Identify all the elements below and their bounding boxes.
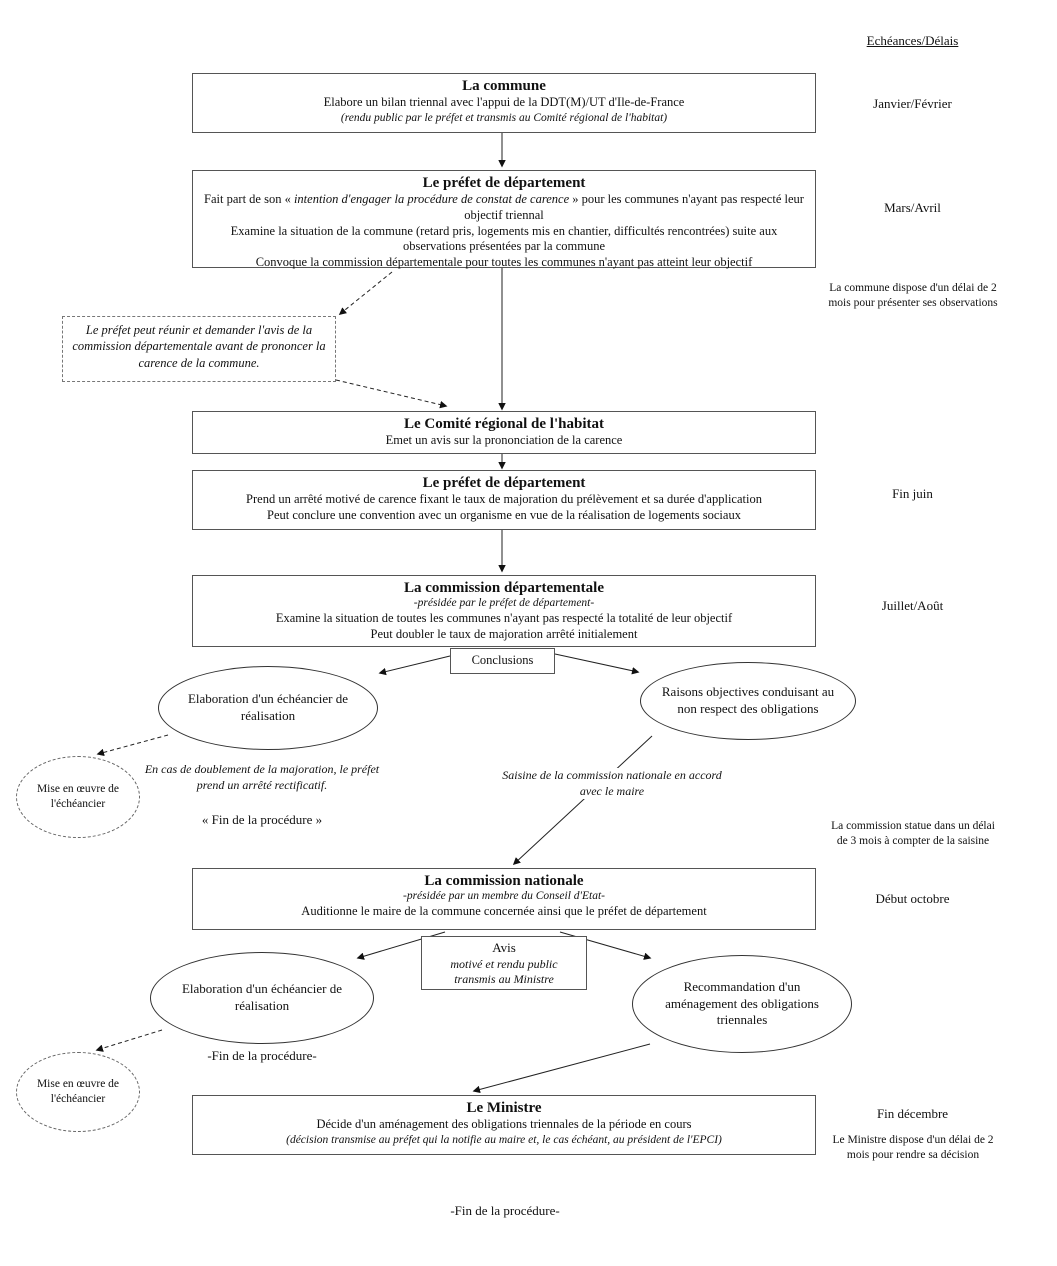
box-prefet-departement-2 <box>192 470 816 530</box>
box-commission-dep-title: La commission départementale <box>404 580 604 596</box>
note-doublement-majoration: En cas de doublement de la majoration, le préfet prend un arrêté rectificatif. <box>144 762 380 792</box>
box-avis-title: Avis <box>492 940 516 955</box>
ellipse-recommandation-label: Recommandation d'un aménagement des obligations triennales <box>665 978 819 1028</box>
box-ministre-note: (décision transmise au préfet qui la notifie au maire et, le cas échéant, au président de l'EPCI) <box>286 1133 722 1146</box>
ellipse-recommandation <box>632 955 852 1053</box>
box-prefet2-title: Le préfet de département <box>422 475 586 491</box>
note-prefet-peut-reunir-text: Le préfet peut réunir et demander l'avis de la commission départementale avant de prononcer la carence de la commune. <box>72 323 326 370</box>
box-avis <box>421 936 587 990</box>
arrow-raisons-to-commission-nat <box>514 736 652 864</box>
box-commission-nat-subtitle: -présidée par un membre du Conseil d'Etat- <box>403 890 605 902</box>
box-ministre-title: Le Ministre <box>466 1100 542 1116</box>
prefet1-line1-pre: Fait part de son « <box>204 192 294 206</box>
prefet1-line1-post: » pour les communes n'ayant pas respecté leur objectif triennal <box>464 192 804 222</box>
ellipse-echeancier-2 <box>150 952 374 1044</box>
dashed-arrow-to-prefet-note <box>340 272 392 314</box>
ellipse-raisons-objectives <box>640 662 856 740</box>
deadline-janvier-fevrier: Janvier/Février <box>873 96 952 111</box>
box-commission-dep-line1: Examine la situation de toutes les communes n'ayant pas respecté la totalité de leur objectif <box>275 610 733 625</box>
box-comite-regional <box>192 411 816 454</box>
box-prefet2-line2: Peut conclure une convention avec un organisme en vue de la réalisation de logements sociaux <box>267 507 741 522</box>
box-la-commune <box>192 73 816 133</box>
box-prefet1-title: Le préfet de département <box>422 175 586 191</box>
box-prefet-departement-1 <box>192 170 816 268</box>
box-commission-dep-subtitle: -présidée par le préfet de département- <box>413 597 595 609</box>
ellipse-mise-en-oeuvre-2 <box>16 1052 140 1132</box>
deadline-mars-avril: Mars/Avril <box>884 200 941 215</box>
note-fin-procedure-3: -Fin de la procédure- <box>450 1203 560 1218</box>
box-la-commune-body: Elabore un bilan triennal avec l'appui de la DDT(M)/UT d'Ile-de-France <box>323 95 685 109</box>
ellipse-echeancier-1 <box>158 666 378 750</box>
box-conclusions-label: Conclusions <box>471 653 534 667</box>
ellipse-mise-en-oeuvre-1 <box>16 756 140 838</box>
deadlines-column-title: Echéances/Délais <box>866 33 959 48</box>
dashed-arrow-note-to-comite <box>336 380 446 406</box>
box-ministre-line1: Décide d'un aménagement des obligations triennales de la période en cours <box>316 1117 692 1131</box>
dashed-arrow-echeancier1-to-mise1 <box>98 735 168 754</box>
box-prefet1-line2: Examine la situation de la commune (retard pris, logements mis en chantier, difficultés rencontrées) suite aux observations présentées par la commune <box>230 223 778 254</box>
box-la-commune-note: (rendu public par le préfet et transmis au Comité régional de l'habitat) <box>340 111 668 124</box>
deadline-fin-juin: Fin juin <box>892 486 933 501</box>
box-la-commune-title: La commune <box>462 78 546 94</box>
deadline-debut-octobre: Début octobre <box>875 891 950 906</box>
box-le-ministre <box>192 1095 816 1155</box>
prefet1-line1-italic: intention d'engager la procédure de constat de carence <box>293 192 570 206</box>
note-saisine-commission: Saisine de la commission nationale en accord avec le maire <box>500 768 724 799</box>
box-avis-line1: motivé et rendu public <box>450 956 558 971</box>
box-commission-nat-title: La commission nationale <box>424 873 584 889</box>
arrow-recommandation-to-ministre <box>474 1044 650 1091</box>
note-fin-procedure-1: « Fin de la procédure » <box>201 812 323 827</box>
note-fin-procedure-2: -Fin de la procédure- <box>207 1048 317 1063</box>
box-prefet1-line3: Convoque la commission départementale pour toutes les communes n'ayant pas atteint leur objectif <box>255 255 753 269</box>
arrow-conclusions-to-raisons <box>555 654 638 672</box>
box-commission-dep-line2: Peut doubler le taux de majoration arrêté initialement <box>370 626 638 641</box>
note-prefet-peut-reunir <box>62 316 336 382</box>
ellipse-raisons-label: Raisons objectives conduisant au non respect des obligations <box>661 684 835 716</box>
ellipse-echeancier-2-label: Elaboration d'un échéancier de réalisation <box>181 981 343 1013</box>
box-commission-departementale <box>192 575 816 647</box>
dashed-arrow-echeancier2-to-mise2 <box>97 1030 162 1050</box>
box-comite-title: Le Comité régional de l'habitat <box>404 416 604 432</box>
arrow-conclusions-to-echeancier1 <box>380 656 450 673</box>
box-conclusions <box>450 648 555 674</box>
box-prefet2-line1: Prend un arrêté motivé de carence fixant le taux de majoration du prélèvement et sa durée d'application <box>246 492 762 506</box>
deadline-note-ministre: Le Ministre dispose d'un délai de 2 mois pour rendre sa décision <box>832 1134 994 1161</box>
box-prefet1-line1 <box>201 192 807 224</box>
ellipse-mise-en-oeuvre-1-label: Mise en œuvre de l'échéancier <box>36 783 120 810</box>
box-commission-nat-line1: Auditionne le maire de la commune concernée ainsi que le préfet de département <box>301 903 707 918</box>
deadline-note-commune: La commune dispose d'un délai de 2 mois pour présenter ses observations <box>828 282 998 309</box>
ellipse-mise-en-oeuvre-2-label: Mise en œuvre de l'échéancier <box>36 1078 120 1105</box>
box-avis-line2: transmis au Ministre <box>454 972 554 987</box>
ellipse-echeancier-1-label: Elaboration d'un échéancier de réalisation <box>187 691 349 723</box>
deadline-fin-decembre: Fin décembre <box>876 1106 949 1121</box>
deadline-note-commission: La commission statue dans un délai de 3 mois à compter de la saisine <box>831 820 995 847</box>
box-commission-nationale <box>192 868 816 930</box>
deadline-juillet-aout: Juillet/Août <box>881 598 944 613</box>
box-comite-body: Emet un avis sur la prononciation de la carence <box>385 433 623 447</box>
